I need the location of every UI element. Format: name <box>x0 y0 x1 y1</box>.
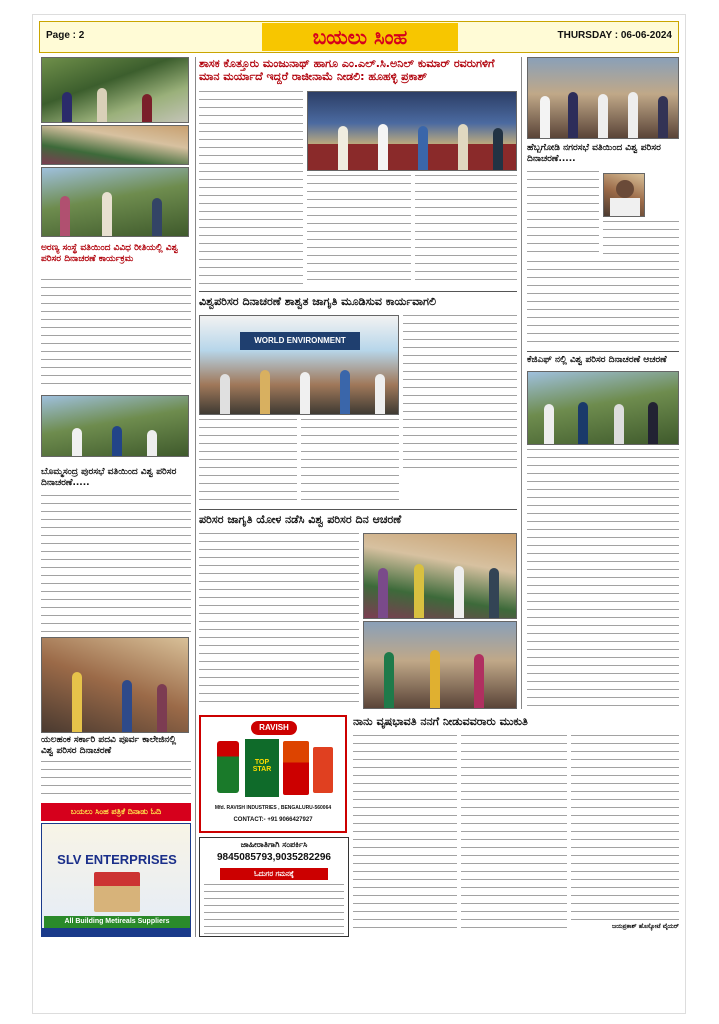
masthead-title: ಬಯಲು ಸಿಂಹ <box>262 23 458 51</box>
contact-notice-text <box>204 884 344 934</box>
headline-mla-resign: ಶಾಸಕ ಕೊತ್ತೂರು ಮಂಜುನಾಥ್ ಹಾಗೂ ಎಂ.ಎಲ್.ಸಿ.ಅನಿಲ್ ಕುಮಾರ್ ರವರುಗಳಿಗೆ ಮಾನ ಮರ್ಯಾದೆ ಇದ್ದರೆ ರಾಜೀನಾಮೆ ನೀಡಲಿ: ಹೂಹಳ್ಳಿ ಪ್ರಕಾಶ್ <box>199 57 495 83</box>
photo-forest-event-top <box>41 57 189 123</box>
divider-line <box>199 291 517 292</box>
article-text-hebbagodi-col2 <box>603 221 679 257</box>
article-text-kgf <box>527 449 679 709</box>
article-text-mla-resign-col1 <box>199 91 303 287</box>
headline-awareness-rally: ಪರಿಸರ ಜಾಗೃತಿ ಯೋಳ ನಡೆಸಿ ವಿಶ್ವ ಪರಿಸರ ದಿನ ಆಚರಣೆ <box>199 513 402 526</box>
ad-slv-enterprises <box>41 823 191 937</box>
masthead-bar <box>39 21 679 53</box>
headline-yelahanka: ಯಲಹಂಕ ಸರ್ಕಾರಿ ಪದವಿ ಪೂರ್ವ ಕಾಲೇಜಿನಲ್ಲಿ ವಿಶ್ವ ಪರಿಸರ ದಿನಾಚರಣೆ <box>41 735 177 756</box>
newspaper-page <box>32 14 686 1014</box>
photo-press-meet <box>307 91 517 171</box>
article-text-mla-resign-col2 <box>307 175 411 287</box>
photo-official-portrait <box>603 173 645 217</box>
headline-kgf: ಕೆಜಿಎಫ್ ನಲ್ಲಿ ವಿಶ್ವ ಪರಿಸರ ದಿನಾಚರಣೆ ಆಚರಣೆ <box>527 355 667 365</box>
page-number: Page : 2 <box>46 30 85 41</box>
article-text-mla-resign-col3 <box>415 175 517 287</box>
photo-forest-event-3 <box>41 167 189 237</box>
ravish-product-sachet <box>313 747 333 793</box>
ad-ravish-industries <box>199 715 347 833</box>
headline-hebbagodi: ಹೆಬ್ಬಗೋಡಿ ನಗರಸಭೆ ವತಿಯಿಂದ ವಿಶ್ವ ಪರಿಸರ ದಿನಾಚರಣೆ..... <box>527 143 661 164</box>
slv-house-icon <box>94 872 140 912</box>
banner-world-environment: WORLD ENVIRONMENT <box>240 332 360 350</box>
photo-forest-event-2 <box>41 125 189 165</box>
contact-phones: 9845085793,9035282296 <box>216 852 331 863</box>
article-text-yelahanka <box>41 761 191 801</box>
byline-vrishabhavathi: ಜಯಪ್ರಕಾಶ್ ಹೊಸ್ಕೋಟೆ ವೈಯರ್ <box>611 923 679 930</box>
contact-notice-title: ಓದುಗರ ಗಮನಕ್ಕೆ <box>220 868 328 880</box>
article-text-hebbagodi-bottom <box>527 261 679 347</box>
ravish-product-box <box>283 741 309 795</box>
ravish-product-jar <box>217 741 239 793</box>
article-text-environment-col1 <box>199 419 297 505</box>
issue-date: THURSDAY : 06-06-2024 <box>557 30 672 41</box>
article-text-forest-dept <box>41 279 191 391</box>
ravish-contact: CONTACT:- +91 9066427927 <box>233 817 313 823</box>
photo-kgf-event <box>527 371 679 445</box>
photo-bommasandra-group <box>41 395 189 457</box>
column-divider <box>521 57 522 709</box>
article-text-hebbagodi-col1 <box>527 171 599 257</box>
ad-contact-box <box>199 837 349 937</box>
headline-environment-awareness: ವಿಶ್ವಪರಿಸರ ದಿನಾಚರಣೆ ಶಾಶ್ವತ ಜಾಗೃತಿ ಮೂಡಿಸುವ ಕಾರ್ಯವಾಗಲಿ <box>199 295 437 308</box>
slv-tagline: All Building Metireals Suppliers <box>44 916 190 928</box>
ravish-product-pack: TOP STAR <box>245 739 279 797</box>
contact-title: ಜಾಹೀರಾತಿಗಾಗಿ ಸಂಪರ್ಕಿಸಿ <box>240 840 308 849</box>
slv-name: SLV ENTERPRISES <box>57 852 177 867</box>
article-text-vrishabhavathi-col1 <box>353 735 457 935</box>
photo-rally-2 <box>363 621 517 709</box>
slv-footer-bar <box>42 928 190 936</box>
ravish-brand: RAVISH <box>251 721 297 735</box>
photo-rally-1 <box>363 533 517 619</box>
photo-world-environment-stage <box>199 315 399 415</box>
ad-bayalu-simha-strip: ಬಯಲು ಸಿಂಹ ಪತ್ರಿಕೆ ದಿನಾಡು ಓದಿ <box>41 803 191 821</box>
headline-bommasandra: ಬೊಮ್ಮಸಂದ್ರ ಪುರಸಭೆ ವತಿಯಿಂದ ವಿಶ್ವ ಪರಿಸರ ದಿನಾಚರಣೆ..... <box>41 467 177 488</box>
ravish-maker: Mfd. RAVISH INDUSTRIES , BENGALURU-560064 <box>214 805 332 811</box>
photo-yelahanka-college <box>41 637 189 733</box>
article-text-vrishabhavathi-col2 <box>461 735 567 935</box>
photo-hebbagodi-event <box>527 57 679 139</box>
article-text-rally-col1 <box>199 533 359 709</box>
article-text-vrishabhavathi-col3 <box>571 735 679 921</box>
article-text-environment-col2 <box>301 419 399 505</box>
column-divider <box>195 57 196 937</box>
article-text-bommasandra <box>41 495 191 633</box>
divider-line <box>199 509 517 510</box>
divider-line <box>527 351 679 352</box>
headline-forest-dept: ಅರಣ್ಯ ಸಂಸ್ಥೆ ವತಿಯಿಂದ ವಿವಿಧ ರೀತಿಯಲ್ಲಿ ವಿಶ್ವ ಪರಿಸರ ದಿನಾಚರಣೆ ಕಾರ್ಯಕ್ರಮ <box>41 243 179 264</box>
article-text-environment-col-right <box>403 315 517 475</box>
headline-vrishabhavathi: ನಾನು ವೃಷಭಾವತಿ ನನಗೆ ನೀಡುವವರಾರು ಮುಕುತಿ <box>353 715 528 728</box>
